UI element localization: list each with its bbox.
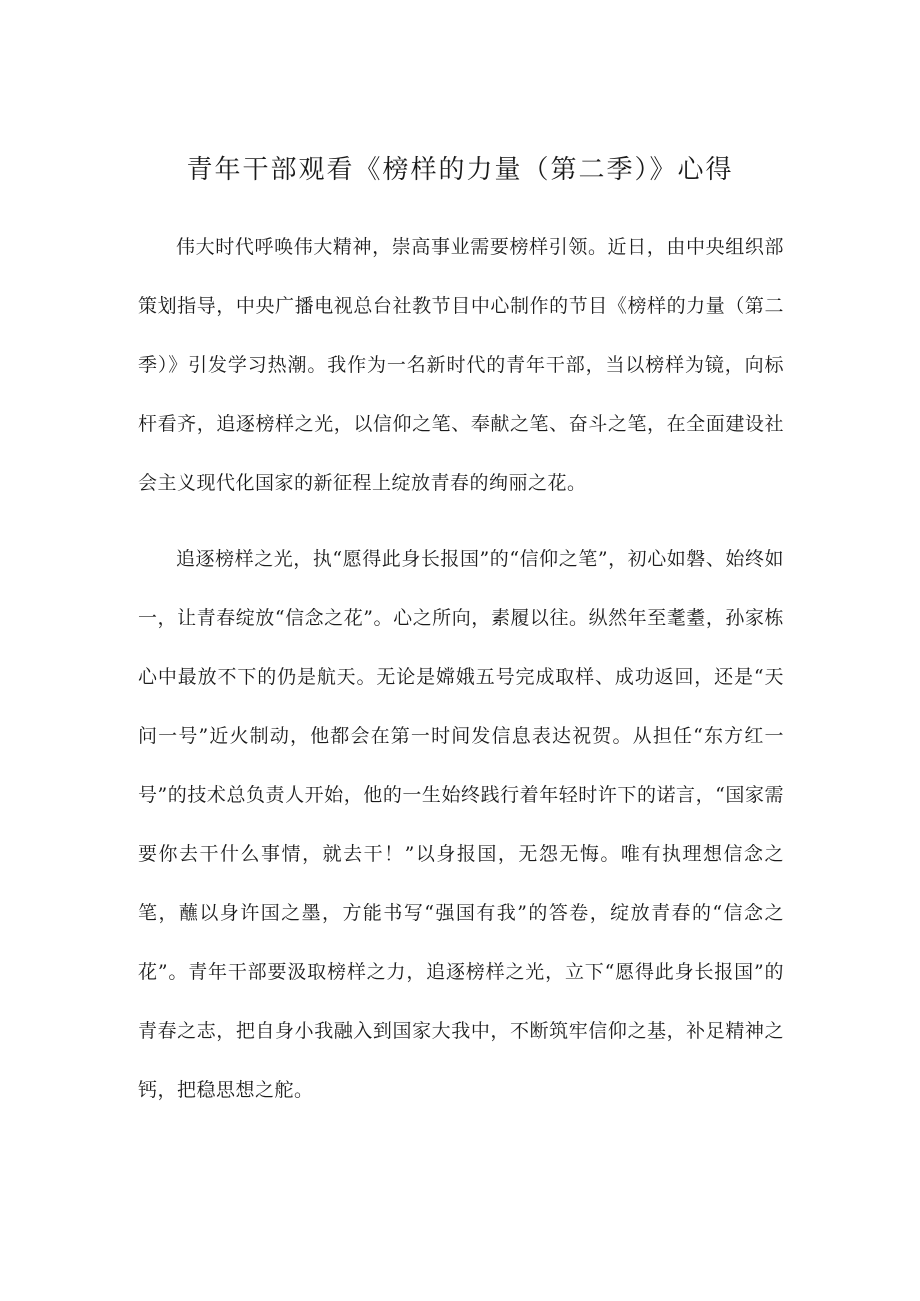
paragraph-intro: 伟大时代呼唤伟大精神，崇高事业需要榜样引领。近日，由中央组织部策划指导，中央广播电视总台社教节目中心制作的节目《榜样的力量（第二季）》引发学习热潮。我作为一名新时代的青年干部，当以榜样为镜，向标杆看齐，追逐榜样之光，以信仰之笔、奉献之笔、奋斗之笔，在全面建设社会主义现代化国家的新征程上绽放青春的绚丽之花。 — [138, 236, 784, 494]
paragraph-faith: 追逐榜样之光，执“愿得此身长报国”的“信仰之笔”，初心如磐、始终如一，让青春绽放“信念之花”。心之所向，素履以往。纵然年至耄耋，孙家栋心中最放不下的仍是航天。无论是嫦娥五号完成取样、成功返回，还是“天问一号”近火制动，他都会在第一时间发信息表达祝贺。从担任“东方红一号”的技术总负责人开始，他的一生始终践行着年轻时许下的诺言，“国家需要你去干什么事情，就去干！”以身报国，无怨无悔。唯有执理想信念之笔，蘸以身许国之墨，方能书写“强国有我”的答卷，绽放青春的“信念之花”。青年干部要汲取榜样之力，追逐榜样之光，立下“愿得此身长报国”的青春之志，把自身小我融入到国家大我中，不断筑牢信仰之基，补足精神之钙，把稳思想之舵。 — [138, 548, 784, 1101]
document-title: 青年干部观看《榜样的力量（第二季）》心得 — [186, 155, 734, 185]
